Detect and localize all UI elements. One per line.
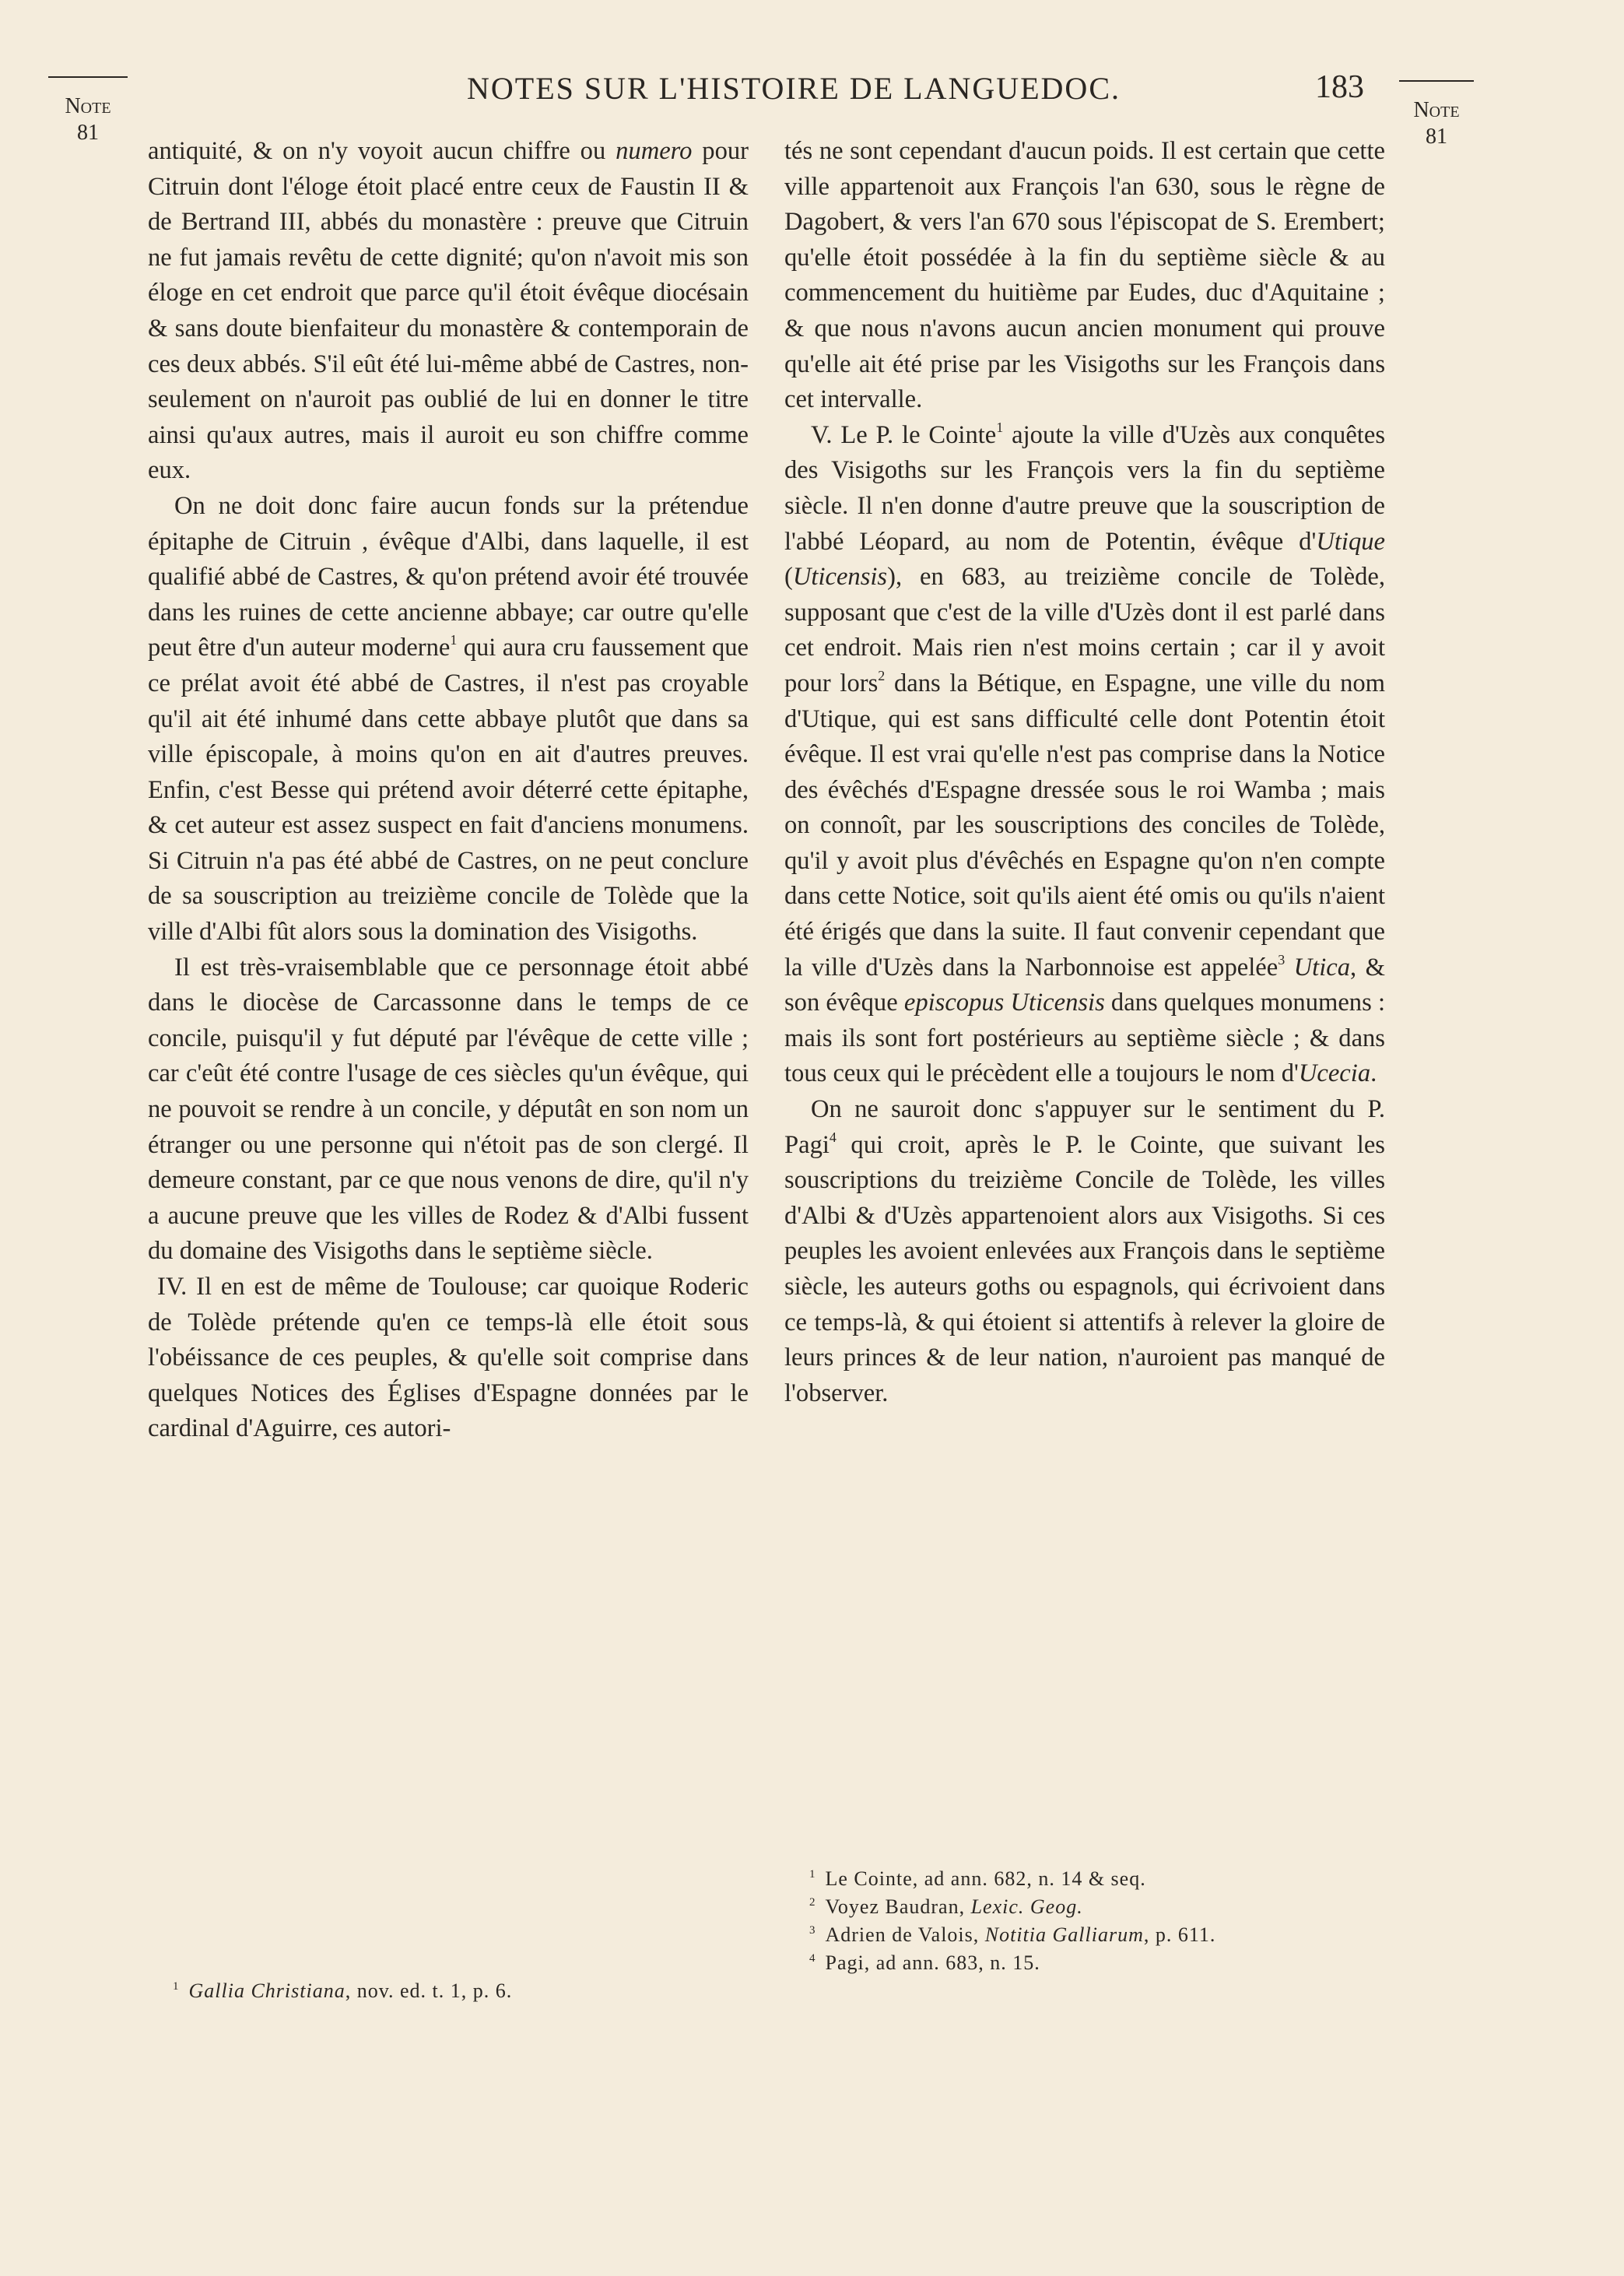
margin-rule-right (1399, 80, 1474, 82)
right-text-column (784, 134, 1385, 1411)
footnote-reference: 3 (1278, 951, 1286, 968)
paragraph: IV. Il en est de même de Toulouse; car quoique Roderic de Tolède prétende qu'en ce temps-là elle étoit sous l'obéissance de ces peuples, & qu'elle soit comprise dans quelques Notices des Églises d'Espagne données par le cardinal d'Aguirre, ces autori- (148, 1273, 749, 1443)
left-text-column (148, 134, 749, 1447)
paragraph: On ne doit donc faire aucun fonds sur la prétendue épitaphe de Citruin , évêque d'Albi, dans laquelle, il est qualifié abbé de Castres, & qu'on prétend avoir été trouvée dans les ruines de cette ancienne abbaye; car outre qu'elle peut être d'un auteur moderne$^1$ qui aura cru faussement que ce prélat avoit été abbé de Castres, il n'est pas croyable qu'il ait été inhumé dans cette abbaye plutôt que dans sa ville épiscopale, à moins qu'on en ait d'autres preuves. Enfin, c'est Besse qui prétend avoir déterré cette épitaphe, & cet auteur est assez suspect en fait d'anciens monumens. Si Citruin n'a pas été abbé de Castres, on ne peut conclure de sa souscription au treizième concile de Tolède que la ville d'Albi fût alors sous la domination des Visigoths. (148, 491, 749, 947)
paragraph: On ne sauroit donc s'appuyer sur le sentiment du P. Pagi$^4$ qui croit, après le P. le Cointe, que suivant les souscriptions du treizième Concile de Tolède, les villes d'Albi & d'Uzès appartenoient alors aux Visigoths. Si ces peuples les avoient enlevées aux François dans le septième siècle, les auteurs goths ou espagnols, qui écrivoient dans ce temps-là, & qui étoient si attentifs à relever la gloire de leurs princes & de leur nation, n'auroient pas manqué de l'observer. (784, 1095, 1385, 1407)
margin-note-right-label: Note (1413, 98, 1460, 122)
footnote: $^1$ Gallia Christiana, nov. ed. t. 1, p. 6. (173, 1979, 513, 2002)
margin-note-left-number: 81 (77, 121, 99, 145)
footnote: $^2$ Voyez Baudran, Lexic. Geog. (809, 1895, 1083, 1918)
paragraph: Il est très-vraisemblable que ce personnage étoit abbé dans le diocèse de Carcassonne dans le temps de ce concile, puisqu'il y fut député par l'évêque de cette ville ; car c'eût été contre l'usage de ces siècles qu'un évêque, qui ne pouvoit se rendre à un concile, y députât en son nom un étranger ou une personne qui n'étoit pas de son clergé. Il demeure constant, par ce que nous venons de dire, qu'il n'y a aucune preuve que les villes de Rodez & d'Albi fussent du domaine des Visigoths dans le septième siècle. (148, 953, 749, 1266)
margin-note-left-label: Note (65, 94, 111, 118)
footnote-reference: 2 (878, 667, 886, 683)
paragraph: V. Le P. le Cointe$^1$ ajoute la ville d'Uzès aux conquêtes des Visigoths sur les François vers la fin du septième siècle. Il n'en donne d'autre preuve que la souscription de l'abbé Léopard, au nom de Potentin, évêque d'Utique (Uticensis), en 683, au treizième concile de Tolède, supposant que c'est de la ville d'Uzès dont il est parlé dans cet endroit. Mais rien n'est moins certain ; car il y avoit pour lors$^2$ dans la Bétique, en Espagne, une ville du nom d'Utique, qui est sans difficulté celle dont Potentin étoit évêque. Il est vrai qu'elle n'est pas comprise dans la Notice des évêchés d'Espagne dressée sous le roi Wamba ; mais on connoît, par les souscriptions des conciles de Tolède, qu'il y avoit plus d'évêchés en Espagne qu'on n'en compte dans cette Notice, soit qu'ils aient été omis ou qu'ils n'aient été érigés que dans la suite. Il faut convenir cependant que la ville d'Uzès dans la Narbonnoise est appelée$^3$ Utica, & son évêque episcopus Uticensis dans quelques monumens : mais ils sont fort postérieurs au septième siècle ; & dans tous ceux qui le précèdent elle a toujours le nom d'Ucecia. (784, 419, 1385, 1088)
page-number: 183 (1315, 69, 1364, 105)
margin-note-left (48, 76, 128, 146)
footnote: $^4$ Pagi, ad ann. 683, n. 15. (809, 1951, 1040, 1974)
margin-note-right (1399, 80, 1474, 150)
footnote-reference: 4 (829, 1129, 837, 1145)
footnotes-right (809, 1865, 1401, 1977)
footnote: $^3$ Adrien de Valois, Notitia Galliarum, p. 611. (809, 1923, 1216, 1946)
paragraph: antiquité, & on n'y voyoit aucun chiffre ou numero pour Citruin dont l'éloge étoit placé entre ceux de Faustin II & de Bertrand III, abbés du monastère : preuve que Citruin ne fut jamais revêtu de cette dignité; qu'on n'avoit mis son éloge en cet endroit que parce qu'il étoit évêque diocésain & sans doute bienfaiteur du monastère & contemporain de ces deux abbés. S'il eût été lui-même abbé de Castres, non-seulement on n'auroit pas oublié de lui en donner le titre ainsi qu'aux autres, mais il auroit eu son chiffre comme eux. (148, 137, 749, 485)
margin-rule-left (48, 76, 128, 78)
footnotes-left (173, 1977, 749, 2005)
paragraph: tés ne sont cependant d'aucun poids. Il est certain que cette ville appartenoit aux François l'an 630, sous le règne de Dagobert, & vers l'an 670 sous l'épiscopat de S. Erembert; qu'elle étoit possédée à la fin du septième siècle & au commencement du huitième par Eudes, duc d'Aquitaine ; & que nous n'avons aucun ancien monument qui prouve qu'elle ait été prise par les Visigoths sur les François dans cet intervalle. (784, 137, 1385, 414)
running-header-title: NOTES SUR L'HISTOIRE DE LANGUEDOC. (466, 71, 1121, 106)
footnote-reference: 1 (450, 632, 458, 648)
margin-note-right-number: 81 (1426, 125, 1447, 149)
footnote-reference: 1 (996, 419, 1004, 435)
footnote: $^1$ Le Cointe, ad ann. 682, n. 14 & seq. (809, 1867, 1146, 1890)
